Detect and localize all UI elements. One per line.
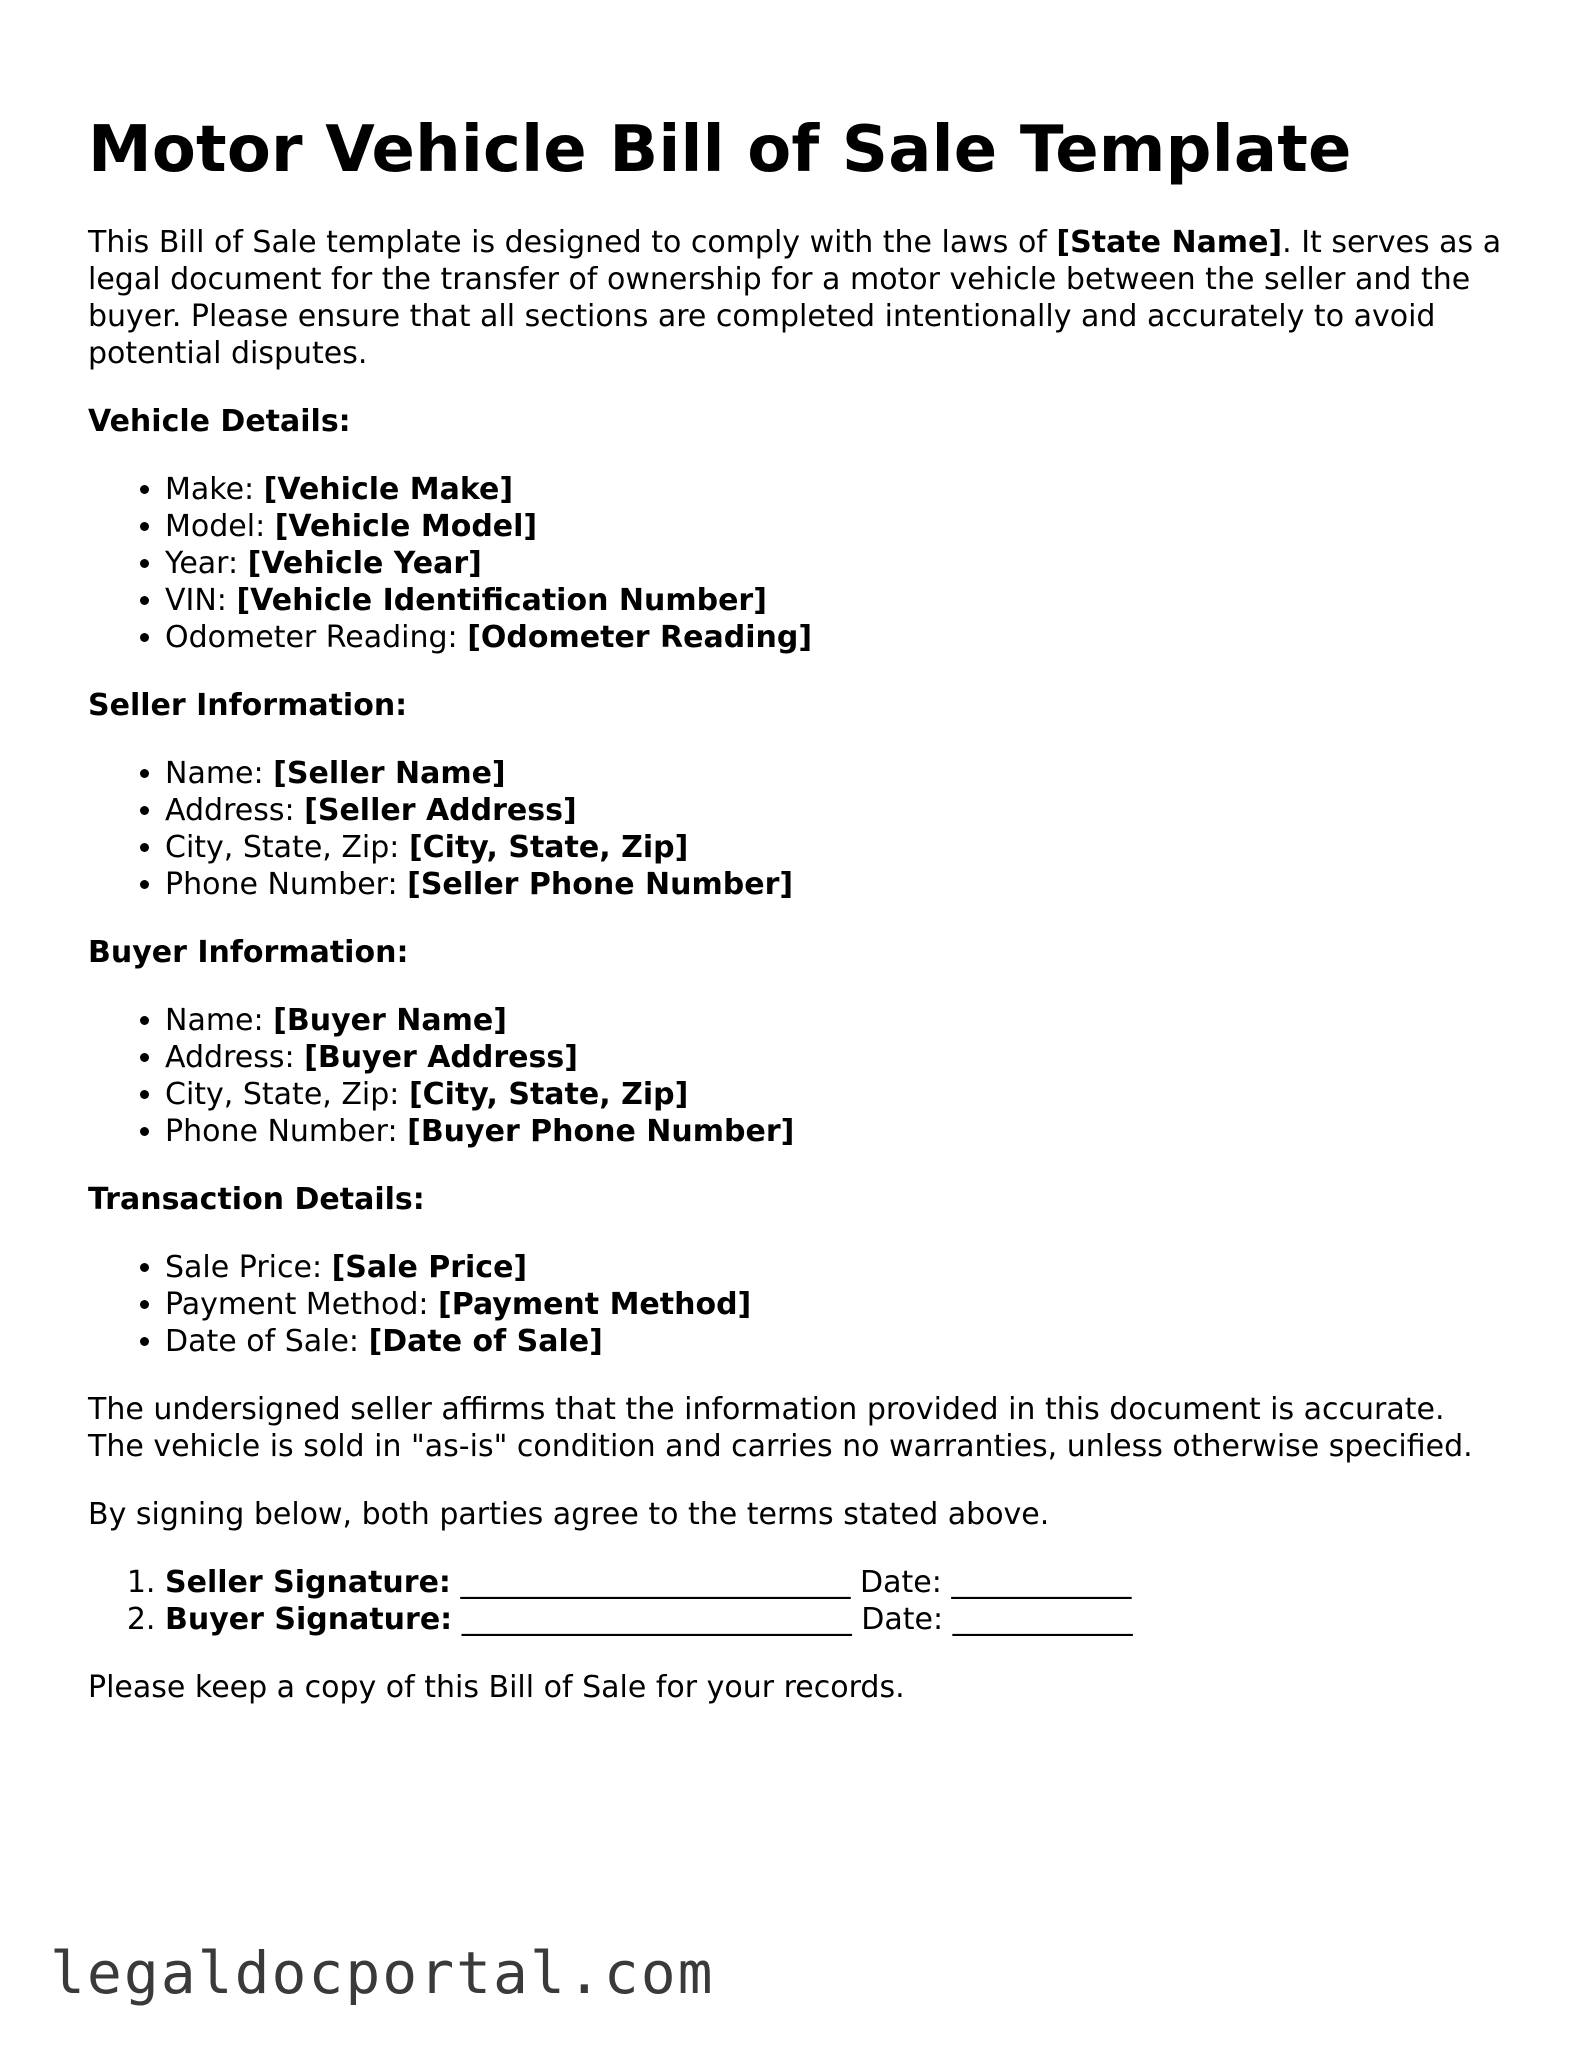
signature-list	[88, 1564, 1508, 1638]
list-item: • Model: [Vehicle Model]	[165, 508, 1508, 545]
list-item: • Date of Sale: [Date of Sale]	[165, 1323, 1508, 1360]
agreement-paragraph: By signing below, both parties agree to the terms stated above.	[88, 1497, 1050, 1532]
vehicle-details-list	[88, 471, 1508, 656]
list-item: • Odometer Reading: [Odometer Reading]	[165, 619, 1508, 656]
state-name-placeholder: [State Name]	[1056, 225, 1283, 260]
list-item: • Name: [Buyer Name]	[165, 1002, 1508, 1039]
list-item: • Sale Price: [Sale Price]	[165, 1249, 1508, 1286]
affirmation-paragraph: The undersigned seller affirms that the information provided in this document is accurate. The vehicle is sold in "as-is" condition and carries no warranties, unless otherwise specified.	[88, 1392, 1473, 1464]
seller-information-list	[88, 755, 1508, 903]
document-page	[88, 106, 1508, 1737]
intro-paragraph	[88, 224, 1508, 372]
transaction-details-heading: Transaction Details:	[88, 1182, 425, 1217]
list-item: • City, State, Zip: [City, State, Zip]	[165, 829, 1508, 866]
list-item: • Address: [Buyer Address]	[165, 1039, 1508, 1076]
list-item: • Phone Number: [Buyer Phone Number]	[165, 1113, 1508, 1150]
list-item: • Year: [Vehicle Year]	[165, 545, 1508, 582]
list-item: • Address: [Seller Address]	[165, 792, 1508, 829]
list-item: • Phone Number: [Seller Phone Number]	[165, 866, 1508, 903]
list-item: • Make: [Vehicle Make]	[165, 471, 1508, 508]
buyer-information-list	[88, 1002, 1508, 1150]
transaction-details-list	[88, 1249, 1508, 1360]
seller-signature-line: 1. Seller Signature: __________________________ Date: ____________	[165, 1564, 1508, 1601]
intro-text-after: . It serves as a legal document for the transfer of ownership for a motor vehicle between the seller and the buyer. Please ensure that all sections are completed intentionally and accurately to avoid potential disputes.	[88, 225, 1502, 371]
buyer-signature-line: 2. Buyer Signature: __________________________ Date: ____________	[165, 1601, 1508, 1638]
list-item: • City, State, Zip: [City, State, Zip]	[165, 1076, 1508, 1113]
vehicle-details-heading: Vehicle Details:	[88, 404, 351, 439]
list-item: • Name: [Seller Name]	[165, 755, 1508, 792]
seller-information-heading: Seller Information:	[88, 688, 408, 723]
list-item: • VIN: [Vehicle Identification Number]	[165, 582, 1508, 619]
list-item: • Payment Method: [Payment Method]	[165, 1286, 1508, 1323]
footer-watermark: legaldocportal.com	[50, 1939, 715, 2007]
intro-text-before: This Bill of Sale template is designed to comply with the laws of	[88, 225, 1057, 260]
page-title: Motor Vehicle Bill of Sale Template	[88, 113, 1352, 187]
buyer-information-heading: Buyer Information:	[88, 935, 409, 970]
closing-paragraph: Please keep a copy of this Bill of Sale for your records.	[88, 1670, 905, 1705]
